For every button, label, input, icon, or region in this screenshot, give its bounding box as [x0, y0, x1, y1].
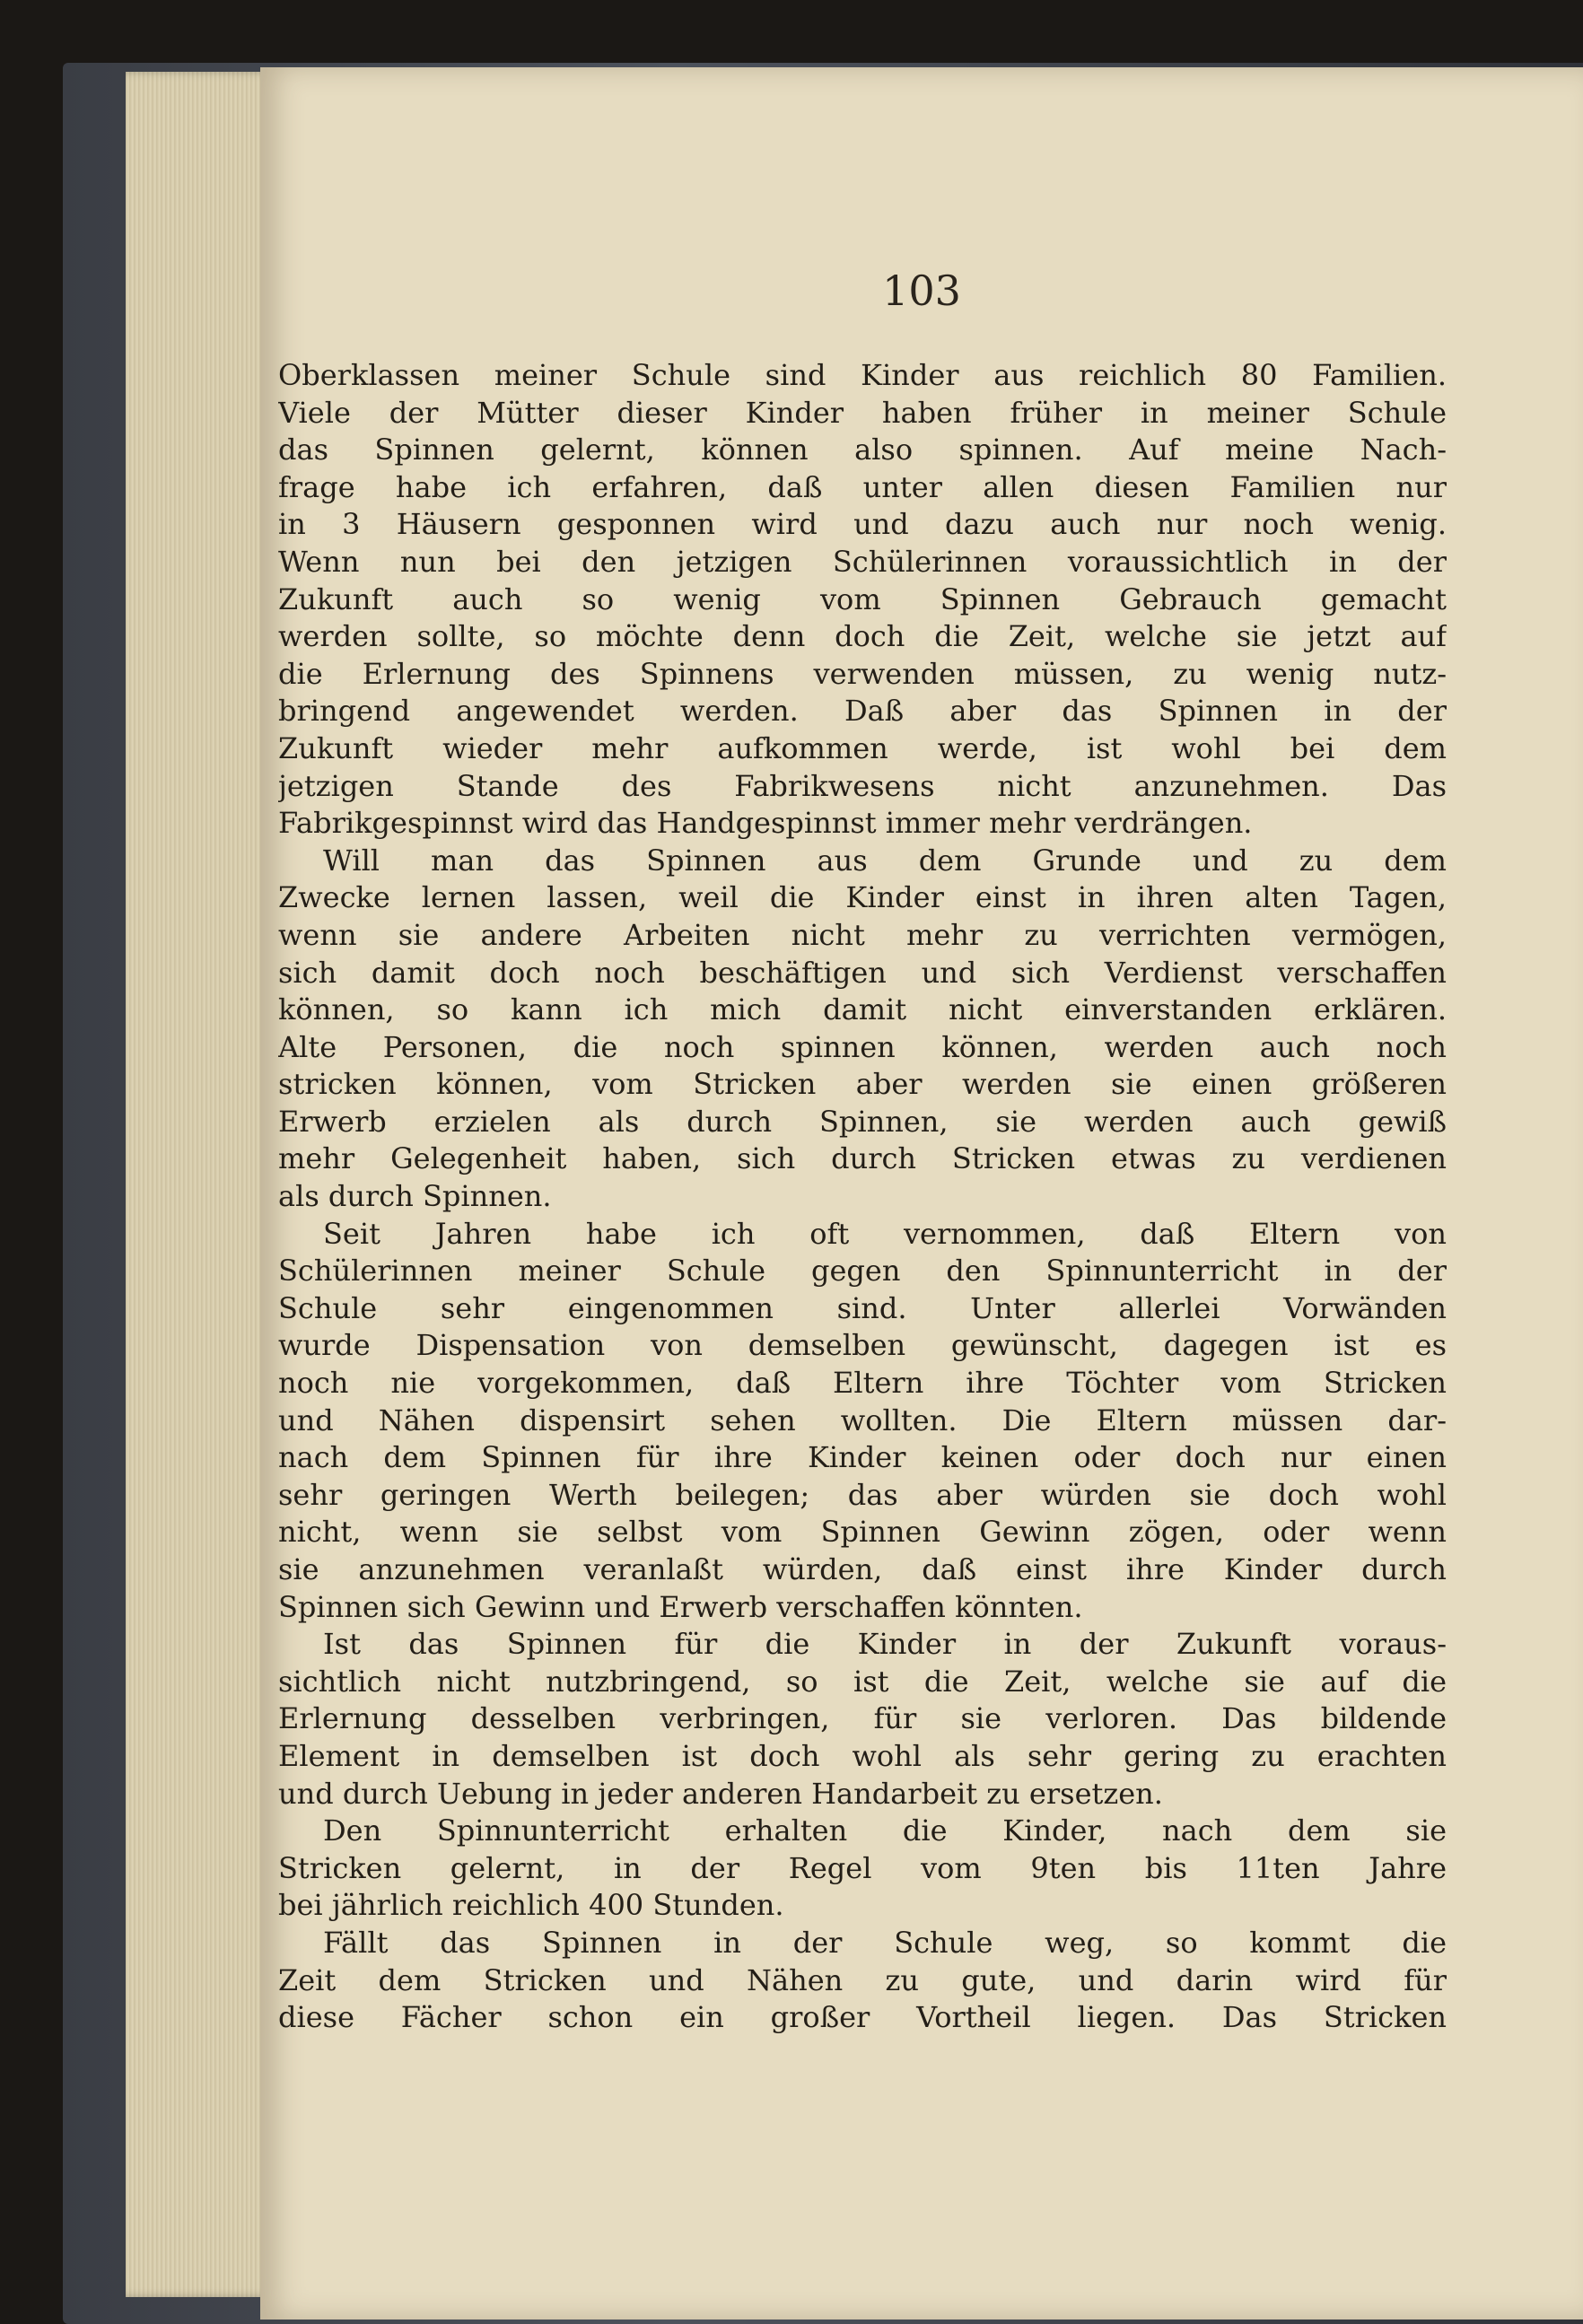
text-line: in 3 Häusern gesponnen wird und dazu auch nur noch wenig.: [278, 507, 1447, 542]
text-line: Will man das Spinnen aus dem Grunde und zu dem: [323, 843, 1447, 878]
page-edges: [126, 72, 278, 2297]
page-number: 103: [882, 266, 961, 315]
text-line: noch nie vorgekommen, daß Eltern ihre Töchter vom Stricken: [278, 1366, 1447, 1401]
text-line: Oberklassen meiner Schule sind Kinder aus reichlich 80 Familien.: [278, 358, 1447, 392]
text-line: und durch Uebung in jeder anderen Handarbeit zu ersetzen.: [278, 1776, 1163, 1811]
text-line: sichtlich nicht nutzbringend, so ist die Zeit, welche sie auf die: [278, 1664, 1447, 1699]
text-line: wurde Dispensation von demselben gewünscht, dagegen ist es: [278, 1328, 1447, 1363]
text-line: Fällt das Spinnen in der Schule weg, so kommt die: [323, 1925, 1447, 1960]
text-line: Den Spinnunterricht erhalten die Kinder, nach dem sie: [323, 1813, 1447, 1848]
text-line: wenn sie andere Arbeiten nicht mehr zu verrichten vermögen,: [278, 917, 1447, 952]
text-line: Erlernung desselben verbringen, für sie verloren. Das bildende: [278, 1701, 1447, 1736]
text-line: frage habe ich erfahren, daß unter allen diesen Familien nur: [278, 469, 1447, 504]
text-line: sie anzunehmen veranlaßt würden, daß einst ihre Kinder durch: [278, 1552, 1447, 1586]
text-line: Zukunft wieder mehr aufkommen werde, ist wohl bei dem: [278, 730, 1447, 765]
text-line: Schülerinnen meiner Schule gegen den Spinnunterricht in der: [278, 1254, 1447, 1289]
text-line: Fabrikgespinnst wird das Handgespinnst immer mehr verdrängen.: [278, 806, 1253, 841]
text-line: Schule sehr eingenommen sind. Unter allerlei Vorwänden: [278, 1290, 1447, 1325]
text-line: Zeit dem Stricken und Nähen zu gute, und darin wird für: [278, 1962, 1447, 1997]
text-line: die Erlernung des Spinnens verwenden müssen, zu wenig nutz-: [278, 656, 1447, 691]
text-line: jetzigen Stande des Fabrikwesens nicht anzunehmen. Das: [278, 768, 1447, 803]
text-line: nicht, wenn sie selbst vom Spinnen Gewinn zögen, oder wenn: [278, 1515, 1447, 1550]
text-line: bringend angewendet werden. Daß aber das Spinnen in der: [278, 694, 1447, 729]
text-line: Ist das Spinnen für die Kinder in der Zukunft voraus-: [323, 1627, 1447, 1662]
body-text: [278, 357, 1447, 2037]
text-line: werden sollte, so möchte denn doch die Zeit, welche sie jetzt auf: [278, 619, 1447, 654]
text-line: das Spinnen gelernt, können also spinnen. Auf meine Nach-: [278, 432, 1447, 467]
text-line: nach dem Spinnen für ihre Kinder keinen oder doch nur einen: [278, 1440, 1447, 1475]
text-line: Element in demselben ist doch wohl als sehr gering zu erachten: [278, 1738, 1447, 1773]
text-line: Zukunft auch so wenig vom Spinnen Gebrauch gemacht: [278, 581, 1447, 616]
text-line: diese Fächer schon ein großer Vortheil liegen. Das Stricken: [278, 2000, 1447, 2035]
text-line: Spinnen sich Gewinn und Erwerb verschaffen könnten.: [278, 1589, 1083, 1624]
text-line: Stricken gelernt, in der Regel vom 9ten bis 11ten Jahre: [278, 1850, 1447, 1885]
text-line: Viele der Mütter dieser Kinder haben früher in meiner Schule: [278, 395, 1447, 430]
text-line: stricken können, vom Stricken aber werden sie einen größeren: [278, 1067, 1447, 1102]
text-line: Wenn nun bei den jetzigen Schülerinnen voraussichtlich in der: [278, 544, 1447, 579]
text-line: bei jährlich reichlich 400 Stunden.: [278, 1888, 784, 1923]
text-line: und Nähen dispensirt sehen wollten. Die Eltern müssen dar-: [278, 1402, 1447, 1437]
text-line: sehr geringen Werth beilegen; das aber würden sie doch wohl: [278, 1477, 1447, 1512]
text-line: können, so kann ich mich damit nicht einverstanden erklären.: [278, 992, 1447, 1027]
text-line: sich damit doch noch beschäftigen und sich Verdienst verschaffen: [278, 955, 1447, 990]
text-line: Seit Jahren habe ich oft vernommen, daß Eltern von: [323, 1216, 1447, 1251]
text-line: Erwerb erzielen als durch Spinnen, sie werden auch gewiß: [278, 1104, 1447, 1139]
text-line: als durch Spinnen.: [278, 1179, 552, 1214]
text-line: Zwecke lernen lassen, weil die Kinder einst in ihren alten Tagen,: [278, 880, 1447, 915]
text-line: mehr Gelegenheit haben, sich durch Stricken etwas zu verdienen: [278, 1141, 1447, 1176]
text-line: Alte Personen, die noch spinnen können, werden auch noch: [278, 1029, 1447, 1064]
